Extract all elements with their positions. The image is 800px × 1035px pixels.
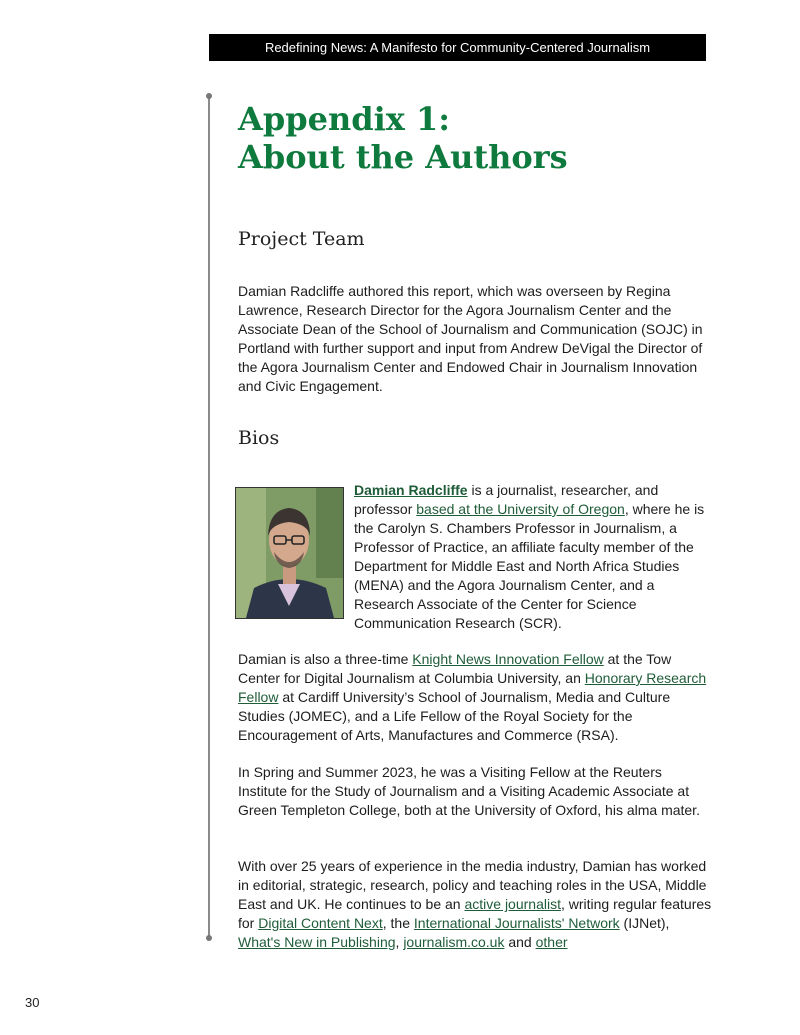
bio2-text-2: at the Tow Center for Digital Journalism at Columbia University, an: [238, 651, 672, 686]
ijnet-link[interactable]: International Journalists' Network: [413, 915, 620, 931]
bio4-text-2: , writing regular features for: [238, 896, 712, 931]
bio1-text-2: , where he is the Carolyn S. Chambers Professor in Journalism, a Professor of Practice, an affiliate faculty member of the Department for Middle East and North Africa Studies (MENA) and the Agora Journalism Center, and a Research Associate of the Center for Science Communication Research (SCR).: [354, 501, 705, 631]
bio4-text-3: , the: [382, 915, 414, 931]
other-link[interactable]: other: [535, 934, 568, 950]
bio4-text-4: (IJNet),: [619, 915, 670, 931]
project-team-heading: Project Team: [238, 228, 365, 250]
bio4-text-6: and: [504, 934, 536, 950]
university-link[interactable]: based at the University of Oregon: [416, 501, 625, 517]
active-journalist-link[interactable]: active journalist: [464, 896, 561, 912]
page-title: [238, 100, 568, 176]
knight-fellow-link[interactable]: Knight News Innovation Fellow: [412, 651, 604, 667]
bio-paragraph-3: In Spring and Summer 2023, he was a Visiting Fellow at the Reuters Institute for the Study of Journalism and a Visiting Academic Associate at Green Templeton College, both at the University of Oxford, his alma mater.: [238, 764, 700, 818]
running-header-title: Redefining News: A Manifesto for Community-Centered Journalism: [264, 40, 651, 55]
vertical-rule: [208, 96, 210, 938]
bios-heading: Bios: [238, 427, 280, 449]
bio-paragraph-2: [238, 650, 713, 745]
author-portrait-illustration: [236, 488, 343, 618]
author-name-link[interactable]: Damian Radcliffe: [354, 482, 468, 498]
page-title-line-1: Appendix 1:: [238, 100, 451, 138]
bio1-text-1: is a journalist, researcher, and professor: [354, 482, 659, 517]
bio-paragraph-4: [238, 857, 713, 952]
bio-paragraph-1: [354, 481, 714, 633]
page-number: 30: [25, 995, 40, 1010]
journalism-co-uk-link[interactable]: journalism.co.uk: [403, 934, 505, 950]
running-header: [209, 34, 706, 61]
whats-new-in-publishing-link[interactable]: What's New in Publishing: [238, 934, 396, 950]
author-photo: [235, 487, 344, 619]
bio4-text-5: ,: [395, 934, 404, 950]
rule-bottom-dot: [206, 935, 212, 941]
page-title-line-2: About the Authors: [238, 138, 568, 176]
bio4-text-1: With over 25 years of experience in the media industry, Damian has worked in editorial, strategic, research, policy and teaching roles in the USA, Middle East and UK. He continues to be an: [238, 858, 707, 912]
digital-content-next-link[interactable]: Digital Content Next: [258, 915, 383, 931]
bio2-text-1: Damian is also a three-time: [238, 651, 413, 667]
bio2-text-3: at Cardiff University’s School of Journalism, Media and Culture Studies (JOMEC), and a Life Fellow of the Royal Society for the Encouragement of Arts, Manufactures and Commerce (RSA).: [238, 689, 671, 743]
honorary-fellow-link[interactable]: Honorary Research Fellow: [238, 670, 707, 705]
project-team-paragraph: Damian Radcliffe authored this report, which was overseen by Regina Lawrence, Research Director for the Agora Journalism Center and the Associate Dean of the School of Journalism and Communication (SOJC) in Portland with further support and input from Andrew DeVigal the Director of the Agora Journalism Center and Endowed Chair in Journalism Innovation and Civic Engagement.: [238, 283, 703, 394]
rule-top-dot: [206, 93, 212, 99]
